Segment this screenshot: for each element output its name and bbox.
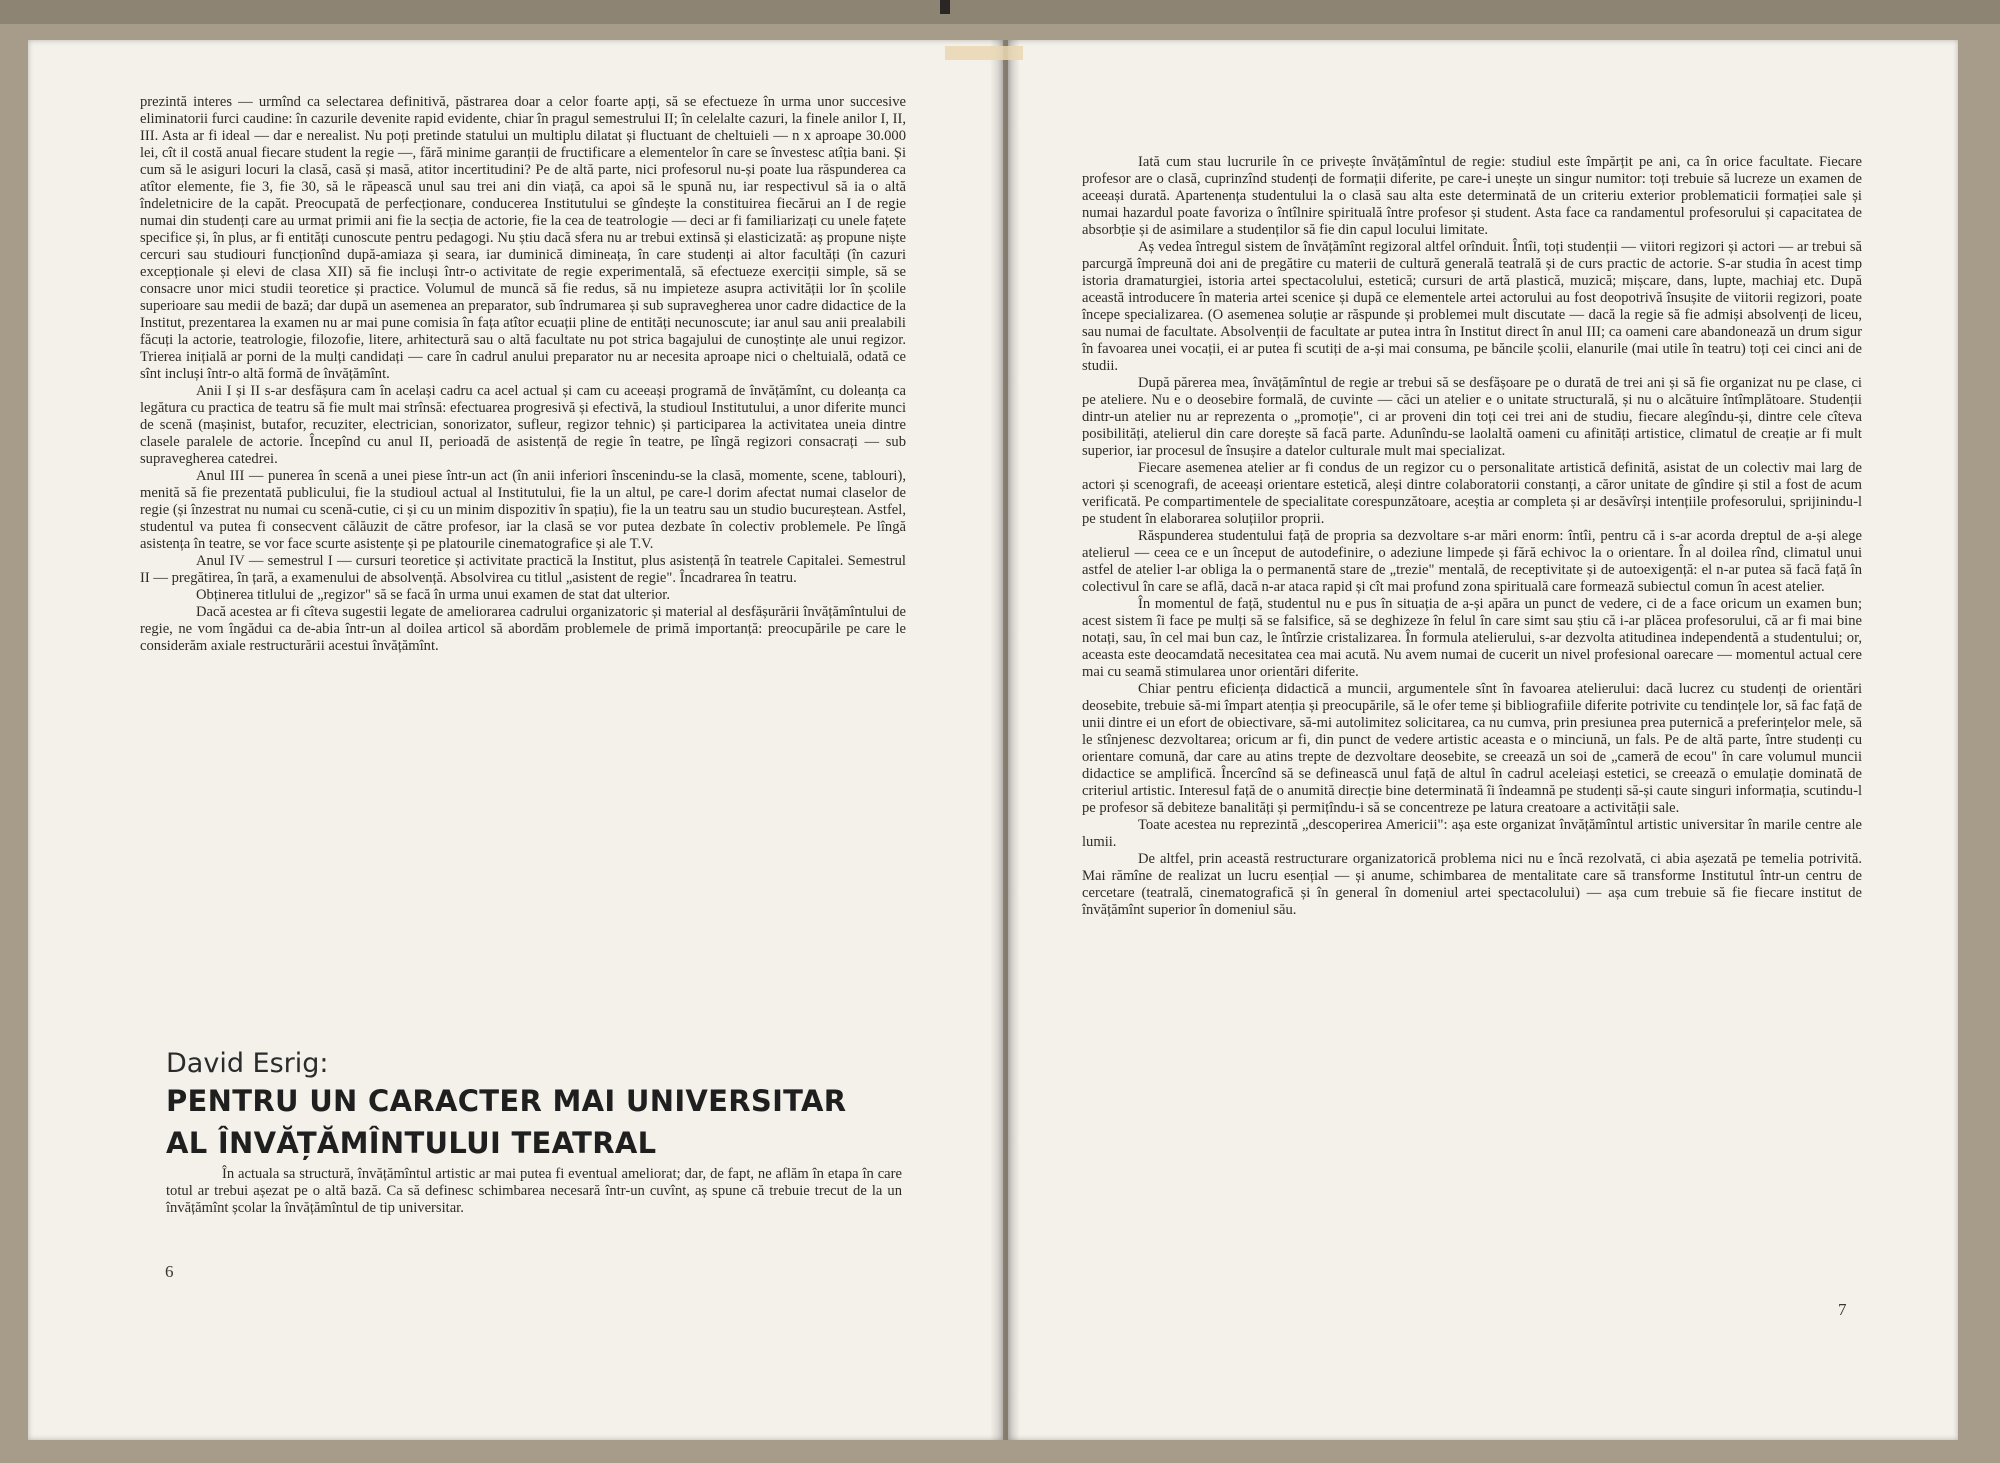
paragraph: Aș vedea întregul sistem de învățămînt regizoral altfel orînduit. Întîi, toți studenții — viitori regizori și actori — ar trebui să parcurgă împreună doi ani de pregătire cu materii de cultură generală teatrală și de curs practic de actorie. S-ar studia în acest timp istoria dramaturgiei, istoria artei spectacolului, estetică; cursuri de artă plastică, muzică; mișcare, dans, lupte, machiaj etc. După această introducere în materia artei scenice și după ce elementele artei actorului au fost deopotrivă însușite de viitorii regizori, poate începe specializarea. (O asemenea soluție ar răspunde și problemei mult discutate — dacă la regie să fie admiși absolvenți de liceu, sau numai de facultate. Absolvenții de facultate ar putea intra în Institut direct în anul III; ca oameni care abandonează un drum sigur în favoarea unei vocații, ei ar putea fi scutiți de a-și mai consuma, pe băncile școlii, elanurile (mai utile în teatru) toți cei cinci ani de studii. [1082, 239, 1862, 374]
paragraph: De altfel, prin această restructurare organizatorică problema nici nu e încă rezolvată, ci abia așezată pe temelia potrivită. Mai rămîne de realizat un lucru esențial — și anume, schimbarea de mentalitate care să transforme Institutul într-un centru de cercetare (teatrală, cinematografică și în general în domeniul artei spectacolului) — așa cum trebuie să fie fiecare institut de învățămînt superior în domeniul său. [1082, 851, 1862, 918]
left-body-text [140, 94, 906, 655]
title-line: AL ÎNVĂȚĂMÎNTULUI TEATRAL [166, 1126, 657, 1160]
paragraph: Anul IV — semestrul I — cursuri teoretice și activitate practică la Institut, plus asistență în teatrele Capitalei. Semestrul II — pregătirea, în țară, a examenului de absolvență. Absolvirea cu titlul „asistent de regie". Încadrarea în teatru. [140, 553, 906, 586]
page-number: 7 [1838, 1300, 1847, 1319]
right-body-text [1082, 154, 1862, 919]
paragraph: Dacă acestea ar fi cîteva sugestii legate de ameliorarea cadrului organizatoric și material al desfășurării învățămîntului de regie, ne vom îngădui ca de-abia într-un al doilea articol să abordăm problemele de primă importanță: preocupările pe care le considerăm axiale restructurării acestui învățămînt. [140, 604, 906, 654]
title-line: PENTRU UN CARACTER MAI UNIVERSITAR [166, 1084, 847, 1118]
paragraph: În momentul de față, studentul nu e pus în situația de a-și apăra un punct de vedere, ci de a face oricum un examen bun; acest sistem îi face pe mulți să se falsifice, să se deghizeze în felul în care simt sau știu că i-ar plăcea profesorului, că ar fi mai bine notați, sau, în cel mai bun caz, le întîrzie cristalizarea. În formula atelierului, s-ar dezvolta atitudinea independentă a studentului; or, aceasta este deocamdată necesitatea cea mai acută. Nu avem numai de cucerit un nivel profesional oarecare — momentul actual cere mai cu seamă stimularea unor orientări diferite. [1082, 596, 1862, 680]
paragraph: Anul III — punerea în scenă a unei piese într-un act (în anii inferiori înscenindu-se la clasă, momente, scene, tablouri), menită să fie prezentată publicului, fie la studioul actual al Institutului, fie la un altul, pe care-l dorim afectat numai claselor de regie (și înzestrat nu numai cu scenă-cutie, ci și cu un minim dispozitiv în spațiu), fie la un teatru sau un studio bucureștean. Astfel, studentul va putea fi consecvent călăuzit de către profesor, iar la clasă se vor putea dezbate în colectiv problemele. Pe lîngă asistența în teatre, se vor face scurte asistențe și pe platourile cinematografice și ale T.V. [140, 468, 906, 552]
article-title [166, 1080, 926, 1164]
paragraph: Chiar pentru eficiența didactică a muncii, argumentele sînt în favoarea atelierului: dacă lucrez cu studenți de orientări deosebite, trebuie să-mi împart atenția și preocupările, să le ofer teme și bibliografiile diferite potrivite cu tendințele lor, să fac față de unii dintre ei un efort de obiectivare, să-mi autolimitez solicitarea, ca nu cumva, prin presiunea prea puternică a preferințelor mele, să le stînjenesc dezvoltarea; oricum ar fi, din punct de vedere artistic aceasta e o minciună, un fals. Pe de altă parte, între studenți cu orientare comună, dar care au atins trepte de dezvoltare deosebite, se creează un soi de „cameră de ecou" în care volumul muncii didactice se amplifică. Încercînd să se definească unul față de altul în cadrul aceleiași estetici, se creează o emulație dominată de criteriul artistic. Interesul față de o anumită direcție bine determinată îi îndeamnă pe studenți să-și caute singuri informația, scutindu-l pe profesor să debiteze banalități și permițîndu-i să se concentreze pe latura creatoare a activității sale. [1082, 681, 1862, 816]
article-author: David Esrig: [166, 1048, 329, 1079]
article-intro [166, 1166, 902, 1217]
paragraph: Răspunderea studentului față de propria sa dezvoltare s-ar mări enorm: întîi, pentru că i s-ar acorda dreptul de a-și alege atelierul — ceea ce e un început de autodefinire, o adeziune limpede și fără echivoc la o orientare. În al doilea rînd, climatul unui astfel de atelier l-ar obliga la o permanentă stare de „trezie" mentală, de receptivitate și de autoexigență: el n-ar putea să facă față în colectivul în care se află, dacă n-ar ataca rapid și cît mai profund zona spirituală care formează subiectul comun în acest atelier. [1082, 528, 1862, 595]
paragraph: Fiecare asemenea atelier ar fi condus de un regizor cu o personalitate artistică definită, asistat de un colectiv mai larg de actori și scenografi, de aceeași orientare estetică, aleși dintre colaboratorii constanți, a căror unitate de gîndire și stil a fost de acum verificată. Pe compartimentele de specialitate corespunzătoare, aceștia ar completa și ar desăvîrși intențiile profesorului, sprijinindu-l pe student în elaborarea soluțiilor proprii. [1082, 460, 1862, 527]
cover-edge [0, 0, 2000, 24]
paragraph: prezintă interes — urmînd ca selectarea definitivă, păstrarea doar a celor foarte apți, să se efectueze în urma unor succesive eliminatorii furci caudine: în cazurile devenite rapid evidente, chiar în pragul semestrului II; în celelalte cazuri, la finele anilor I, II, III. Asta ar fi ideal — dar e nerealist. Nu poți pretinde statului un multiplu dilatat și fluctuant de cheltuieli — n x aproape 30.000 lei, cît il costă anual fiecare student la regie —, fără minime garanții de fructificare a elementelor în care se învestesc atîția bani. Și cum să le asiguri locuri la clasă, casă și masă, atitor incertitudini? Pe de altă parte, nici profesorul nu-și poate lua răspunderea ca atîtor elemente, fie 3, fie 30, să le răpească unul sau trei ani din viață, ca apoi să le spună nu, iar respectivul să ia o altă îndeletnicire de la capăt. Preocupată de perfecționare, conducerea Institutului se gîndește la constituirea fiecărui an I de regie numai din studenți care au urmat primii ani fie la secția de actorie, fie la cea de teatrologie — deci ar fi familiarizați cu unele fațete specifice și, în plus, ar fi entități cunoscute pentru pedagogi. Nu știu dacă sfera nu ar trebui extinsă și elasticizată: aș propune niște cercuri sau studiouri funcționînd după-amiaza și seara, iar duminică dimineața, în care studenți ai altor facultăți (în cazuri excepționale și elevi de clasa XII) să fie incluși într-o activitate de regie experimentală, să efectueze exerciții simple, să se consacre unor mici studii teoretice și practice. Volumul de muncă să fie redus, să nu impieteze asupra activității lor în școlile superioare sau medii de bază; dar după un asemenea an preparator, sub îndrumarea și sub supravegherea unor cadre didactice de la Institut, prezentarea la examen nu ar mai pune comisia în fața atîtor ecuații pline de entități necunoscute; iar anul sau anii prealabili făcuți la actorie, teatrologie, filozofie, litere, arhitectură sau o altă facultate nu pot strica bagajului de cunoștințe ale unui regizor. Trierea inițială ar porni de la mulți candidați — care în cadrul anului preparator nu ar necesita aproape nici o cheltuială, odată ce sînt incluși într-o altă formă de învățămînt. [140, 94, 906, 382]
paragraph: Anii I și II s-ar desfășura cam în același cadru ca acel actual și cam cu aceeași programă de învățămînt, cu doleanța ca legătura cu practica de teatru să fie mult mai strînsă: efectuarea progresivă și efectivă, la studioul Institutului, a unor diferite munci de scenă (mașinist, butafor, recuziter, electrician, sonorizator, sufleur, regizor tehnic) și participarea la activitatea uneia dintre clasele paralele de actorie. Începînd cu anul II, perioadă de asistență de regie în teatre, pe lîngă regizori consacrați — sub supravegherea catedrei. [140, 383, 906, 467]
page-number: 6 [165, 1262, 174, 1281]
bookmark-ribbon [940, 0, 950, 14]
binding-tape [945, 46, 1023, 60]
paragraph: Iată cum stau lucrurile în ce privește învățămîntul de regie: studiul este împărțit pe ani, ca în orice facultate. Fiecare profesor are o clasă, cuprinzînd studenți de formații diferite, pe care-i unește un singur numitor: toți trebuie să lucreze un examen de aceeași durată. Apartenența studentului la o clasă sau alta este determinată de un criteriu exterior problematicii formației sale și numai hazardul poate favoriza o întîlnire spirituală între profesor și student. Asta face ca randamentul profesorului și capacitatea de absorbție și de asimilare a studenților să fie din capul locului limitate. [1082, 154, 1862, 238]
paragraph: Obținerea titlului de „regizor" să se facă în urma unui examen de stat dat ulterior. [196, 587, 670, 603]
paragraph: În actuala sa structură, învățămîntul artistic ar mai putea fi eventual ameliorat; dar, de fapt, ne aflăm în etapa în care totul ar trebui așezat pe o altă bază. Ca să definesc schimbarea necesară într-un cuvînt, aș spune că trebuie trecut de la un învățămînt școlar la învățămîntul de tip universitar. [166, 1166, 902, 1216]
paragraph: Toate acestea nu reprezintă „descoperirea Americii": așa este organizat învățămîntul artistic universitar în marile centre ale lumii. [1082, 817, 1862, 850]
book-gutter [990, 40, 1020, 1440]
paragraph: După părerea mea, învățămîntul de regie ar trebui să se desfășoare pe o durată de trei ani și să fie organizat nu pe clase, ci pe ateliere. Nu e o deosebire formală, de cuvinte — căci un atelier e o unitate structurală, și nu o alcătuire întîmplătoare. Studenții dintr-un atelier nu ar reprezenta o „promoție", ci ar proveni din toți cei trei ani de studiu, fiecare alegîndu-și, dintre cele cîteva posibilități, atelierul din care dorește să facă parte. Adunîndu-se laolaltă oameni cu afinități artistice, climatul de creație ar fi mult superior, iar procesul de însușire a datelor culturale mult mai specializat. [1082, 375, 1862, 459]
